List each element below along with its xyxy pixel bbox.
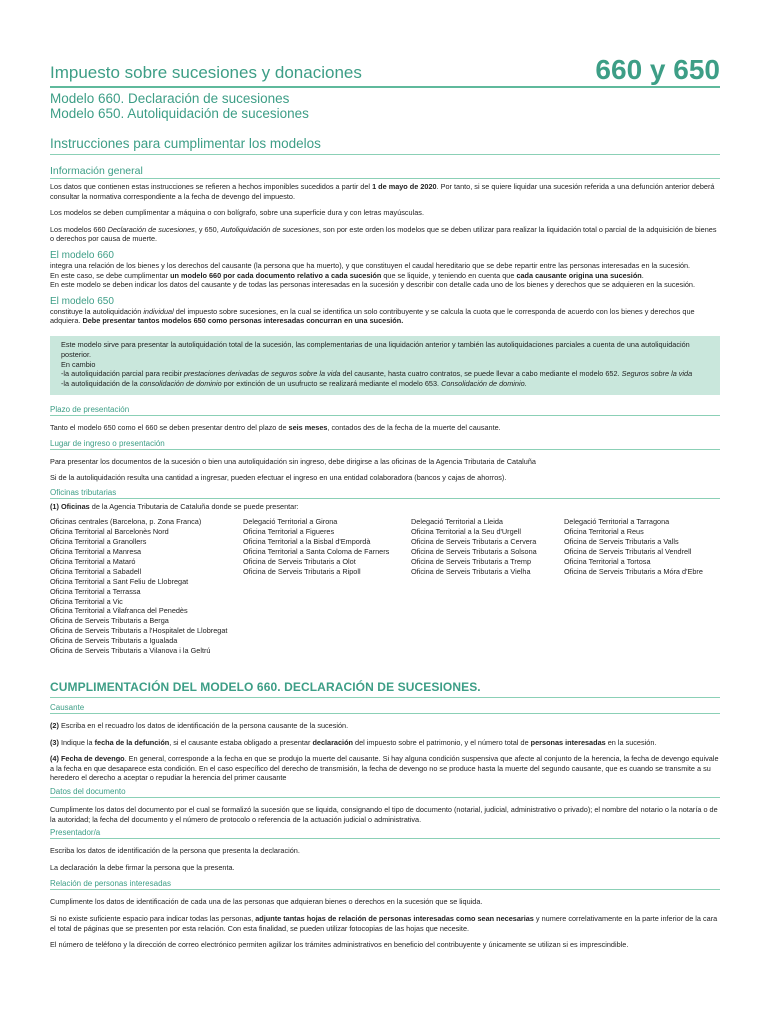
office-item: Oficina de Serveis Tributaris a Móra d'Ebre [564, 566, 703, 576]
interested-persons-paragraph-1: Cumplimente los datos de identificación de cada una de las personas que adquieran bienes o derechos en la sucesión que se liquida. [50, 897, 483, 907]
offices-intro: (1) Oficinas de la Agencia Tributaria de Cataluña donde se puede presentar: [50, 501, 299, 511]
presenter-paragraph-2: La declaración la debe firmar la persona que la presenta. [50, 862, 235, 872]
general-paragraph-1: Los datos que contienen estas instrucciones se refieren a hechos imponibles sucedidos a partir del 1 de mayo de 2020. Por tanto, si se quiere liquidar una sucesión referida a una defunción anterior deberá consultar la normativa correspondiente a la fecha de devengo del impuesto. [50, 182, 715, 201]
deadline-heading: Plazo de presentación [50, 405, 720, 416]
info-box-line-1: Este modelo sirve para presentar la autoliquidación total de la sucesión, las complementarias de una liquidación anterior y también las autoliquidaciones parciales a cuenta de una autoliquidación posterior. [61, 339, 690, 359]
interested-persons-paragraph-2: Si no existe suficiente espacio para indicar todas las personas, adjunte tantas hojas de relación de personas interesadas como sean necesarias y numere correlativamente en la parte inferior de la cara el total de páginas que se presenten por esta relación. Con esta finalidad, se pueden utilizar fotocopias de las hojas que necesite. [50, 913, 718, 933]
office-item: Oficina Territorial a Sabadell [50, 566, 142, 576]
general-paragraph-2: Los modelos se deben cumplimentar a máquina o con bolígrafo, sobre una superficie dura y con letras mayúsculas. [50, 208, 424, 218]
office-item: Oficina de Serveis Tributaris a Ripoll [243, 566, 361, 576]
deadline-paragraph: Tanto el modelo 650 como el 660 se deben presentar dentro del plazo de seis meses, contados des de la fecha de la muerte del causante. [50, 422, 501, 432]
deceased-paragraph-2: (2) Escriba en el recuadro los datos de identificación de la persona causante de la sucesión. [50, 720, 349, 730]
interested-persons-heading: Relación de personas interesadas [50, 879, 720, 890]
deceased-paragraph-4: (4) Fecha de devengo. En general, corresponde a la fecha en que se produjo la muerte del causante. Si hay alguna condición suspensiva que afecte al conjunto de la herencia, la fecha de devengo equivale a la fecha en que desaparece esta condición. En el caso específico del derecho de transmisión, la fecha de devengo no se produce hasta la muerte del segundo causante, que es cuando se transmite a su heredero el derecho a aceptar o repudiar la herencia del primer causante [50, 754, 719, 783]
office-item: Oficina Territorial a Santa Coloma de Farners [243, 547, 390, 557]
model-660-paragraph-1: integra una relación de los bienes y los derechos del causante (la persona que ha muerto), y que constituyen el caudal hereditario que se debe repartir entre las personas interesadas en la sucesión. [50, 260, 691, 270]
office-item: Oficina de Serveis Tributaris a Tremp [411, 556, 532, 566]
model-660-paragraph-2: En este caso, se debe cumplimentar un modelo 660 por cada documento relativo a cada sucesión que se liquide, y teniendo en cuenta que cada causante origina una sucesión. [50, 270, 644, 280]
subtitle-660: Modelo 660. Declaración de sucesiones [50, 91, 290, 106]
presenter-paragraph-1: Escriba los datos de identificación de la persona que presenta la declaración. [50, 846, 300, 856]
place-paragraph-1: Para presentar los documentos de la sucesión o bien una autoliquidación sin ingreso, debe dirigirse a las oficinas de la Agencia Tributaria de Cataluña [50, 456, 536, 466]
office-item: Oficina de Serveis Tributaris a Solsona [411, 547, 537, 557]
deceased-heading: Causante [50, 703, 720, 714]
info-box-line-3: -la autoliquidación parcial para recibir prestaciones derivadas de seguros sobre la vida del causante, hasta cuatro contratos, se puede llevar a cabo mediante el modelo 652. Seguros sobre la vida [61, 369, 693, 379]
header-row [50, 50, 720, 88]
office-item: Oficina de Serveis Tributaris a Vilanova i la Geltrú [50, 646, 211, 656]
office-item: Delegació Territorial a Lleida [411, 517, 503, 527]
office-item: Oficina Territorial a Manresa [50, 547, 142, 557]
office-item: Oficina Territorial a Granollers [50, 537, 147, 547]
office-item: Oficina Territorial a Tortosa [564, 556, 651, 566]
document-data-paragraph: Cumplimente los datos del documento por el cual se formalizó la sucesión que se liquida, consignando el tipo de documento (notarial, judicial, administrativo o privado); el nombre del notario o la notaría o de la autoridad; la fecha del documento y el número de protocolo o referencia de la actuación judicial o administrativa. [50, 804, 718, 824]
office-item: Oficina de Serveis Tributaris a Berga [50, 616, 169, 626]
info-box [50, 336, 720, 395]
offices-columns [50, 517, 720, 656]
model-650-paragraph: constituye la autoliquidación individual del impuesto sobre sucesiones, en la cual se identifica un solo contribuyente y se calcula la cuota que le corresponda de acuerdo con los bienes y derechos que adquiera. Debe presentar tantos modelos 650 como personas interesadas concurran en una sucesión. [50, 306, 695, 326]
instructions-title: Instrucciones para cumplimentar los modelos [50, 136, 720, 155]
office-item: Oficina Territorial a Mataró [50, 556, 136, 566]
place-paragraph-2: Si de la autoliquidación resulta una cantidad a ingresar, pueden efectuar el ingreso en una entidad colaboradora (bancos y cajas de ahorros). [50, 473, 507, 483]
office-item: Oficina de Serveis Tributaris a Olot [243, 556, 356, 566]
deceased-paragraph-3: (3) Indique la fecha de la defunción, si el causante estaba obligado a presentar declaración del impuesto sobre el patrimonio, y el número total de personas interesadas en la sucesión. [50, 737, 657, 747]
section-660-title: CUMPLIMENTACIÓN DEL MODELO 660. DECLARACIÓN DE SUCESIONES. [50, 680, 720, 698]
info-box-line-4: -la autoliquidación de la consolidación de dominio por extinción de un usufructo se realizará mediante el modelo 653. Consolidación de dominio. [61, 379, 527, 389]
offices-column-lleida [411, 517, 564, 656]
office-item: Oficina de Serveis Tributaris a l'Hospitalet de Llobregat [50, 626, 228, 636]
office-item: Oficina de Serveis Tributaris a Vielha [411, 566, 531, 576]
info-box-line-2: En cambio [61, 359, 96, 369]
model-660-heading: El modelo 660 [50, 249, 114, 261]
place-heading: Lugar de ingreso o presentación [50, 439, 720, 450]
general-paragraph-3: Los modelos 660 Declaración de sucesiones, y 650, Autoliquidación de sucesiones, son por este orden los modelos que se deben utilizar para realizar la liquidación total o parcial de la adquisición de bienes o derechos por causa de muerte. [50, 224, 717, 244]
office-item: Oficina de Serveis Tributaris a Igualada [50, 636, 178, 646]
office-item: Oficina Territorial a la Bisbal d'Empordà [243, 537, 371, 547]
office-item: Oficina Territorial a Vic [50, 596, 123, 606]
office-item: Delegació Territorial a Girona [243, 517, 338, 527]
office-item: Oficina Territorial a la Seu d'Urgell [411, 527, 521, 537]
offices-column-barcelona [50, 517, 243, 656]
model-660-paragraph-3: En este modelo se deben indicar los datos del causante y de todas las personas interesadas en la sucesión y describir con detalle cada uno de los bienes y derechos que se adquieren en la sucesión. [50, 280, 695, 290]
office-item: Delegació Territorial a Tarragona [564, 517, 670, 527]
office-item: Oficina Territorial a Figueres [243, 527, 335, 537]
office-item: Oficina Territorial a Vilafranca del Penedès [50, 606, 188, 616]
general-info-heading: Información general [50, 165, 720, 179]
model-650-heading: El modelo 650 [50, 295, 114, 307]
document-data-heading: Datos del documento [50, 787, 720, 798]
office-item: Oficina Territorial a Sant Feliu de Llobregat [50, 576, 189, 586]
offices-heading: Oficinas tributarias [50, 488, 720, 499]
document-title: Impuesto sobre sucesiones y donaciones [50, 63, 362, 82]
model-numbers: 660 y 650 [595, 54, 720, 85]
interested-persons-paragraph-3: El número de teléfono y la dirección de correo electrónico permiten agilizar los trámites administrativos en beneficio del contribuyente y únicamente se utilizan si es imprescindible. [50, 940, 629, 950]
office-item: Oficina de Serveis Tributaris a Valls [564, 537, 679, 547]
offices-column-tarragona [564, 517, 720, 656]
office-item: Oficina Territorial al Barcelonès Nord [50, 527, 169, 537]
presenter-heading: Presentador/a [50, 828, 720, 839]
office-item: Oficinas centrales (Barcelona, p. Zona Franca) [50, 517, 202, 527]
offices-column-girona [243, 517, 411, 656]
subtitle-650: Modelo 650. Autoliquidación de sucesiones [50, 106, 309, 121]
office-item: Oficina Territorial a Reus [564, 527, 644, 537]
office-item: Oficina de Serveis Tributaris al Vendrell [564, 547, 692, 557]
office-item: Oficina Territorial a Terrassa [50, 586, 141, 596]
office-item: Oficina de Serveis Tributaris a Cervera [411, 537, 537, 547]
